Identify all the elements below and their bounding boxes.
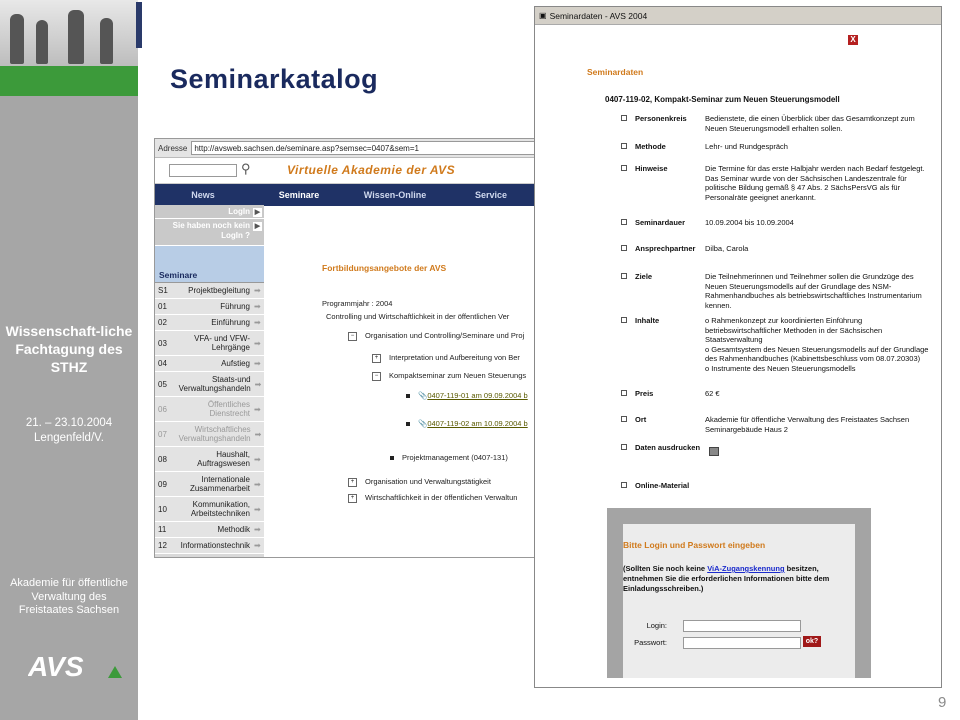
arrow-right-icon: ➡ (254, 379, 262, 389)
field-key: Preis (635, 389, 654, 398)
tree-item-wirtschaftlichkeit[interactable] (348, 493, 517, 503)
menu-item-label: Staats-und Verwaltungshandeln (178, 375, 251, 393)
menu-item-number: 11 (158, 525, 167, 534)
field-value: Lehr- und Rundgespräch (705, 142, 788, 151)
menu-item-number: 06 (158, 404, 167, 414)
site-search-input[interactable] (169, 164, 237, 177)
nav-service[interactable]: Service (474, 190, 508, 200)
menu-item-10[interactable] (155, 497, 264, 522)
arrow-right-icon: ➡ (254, 525, 261, 534)
seminar-data-heading: Seminardaten (587, 67, 644, 77)
no-login-link[interactable] (155, 219, 264, 246)
login-link[interactable] (155, 205, 264, 219)
bullet-icon (621, 115, 627, 121)
nav-wissen-online[interactable]: Wissen-Online (363, 190, 427, 200)
menu-item-label: Informationstechnik (180, 541, 250, 550)
arrow-right-icon: ▶ (254, 223, 261, 230)
course-title: 0407-119-02, Kompakt-Seminar zum Neuen Steuerungsmodell (605, 95, 840, 104)
green-accent-bar (0, 66, 138, 96)
print-icon[interactable] (709, 447, 719, 456)
menu-item-label: Aufstieg (221, 359, 250, 368)
menu-item-label: Wirtschaftliches Verwaltungshandeln (178, 425, 251, 443)
expand-icon[interactable]: + (348, 494, 357, 503)
bullet-icon (621, 482, 627, 488)
tree-item-interpretation[interactable] (372, 353, 520, 363)
tree-label: Organisation und Controlling/Seminare und Proj (365, 331, 525, 340)
menu-item-label: Führung (220, 302, 250, 311)
seminar-link-label[interactable]: 0407-119-02 am 10.09.2004 b (427, 419, 528, 428)
login-heading: Bitte Login und Passwort eingeben (623, 540, 766, 550)
menu-item-number: 10 (158, 504, 167, 514)
menu-item-number: 02 (158, 318, 167, 327)
arrow-right-icon: ▶ (254, 209, 261, 216)
academy-name: Akademie für öffentliche Verwaltung des Freistaates Sachsen (10, 577, 128, 616)
login-label: LogIn (228, 207, 250, 216)
header-decoration (136, 2, 142, 48)
menu-item-number: 07 (158, 429, 167, 439)
menu-item-number: 01 (158, 302, 167, 311)
field-key: Inhalte (635, 316, 660, 325)
search-icon[interactable]: ⚲ (241, 161, 251, 176)
tree-item-organisation-controlling[interactable] (348, 331, 524, 341)
arrow-right-icon: ➡ (254, 454, 261, 464)
menu-item-label: Öffentliches Dienstrecht (207, 400, 250, 418)
url-text: http://avsweb.sachsen.de/seminare.asp?semsec=0407&sem=1 (194, 143, 419, 153)
menu-item-label: Internationale Zusammenarbeit (189, 475, 250, 493)
arrow-right-icon: ➡ (254, 479, 261, 489)
menu-spacer (155, 246, 264, 268)
tree-item-controlling[interactable]: Controlling und Wirtschaftlichkeit in der öffentlichen Ver (326, 312, 510, 321)
menu-item-08[interactable] (155, 447, 264, 472)
field-key: Seminardauer (635, 218, 686, 227)
menu-item-number: 09 (158, 479, 167, 489)
close-icon[interactable]: X (848, 35, 858, 45)
popup-titlebar (535, 7, 941, 25)
menu-item-number: 05 (158, 379, 167, 389)
field-value: Die Teilnehmerinnen und Teilnehmer sollen die Grundzüge des Neuen Steuerungsmodells auf der Grundlage des NSM-Rahmenhandbuches als betriebswirtschaftliches Instrumentarium kennen. (705, 272, 922, 310)
bullet-icon (621, 444, 627, 450)
field-value: 10.09.2004 bis 10.09.2004 (705, 218, 794, 227)
bullet-icon (390, 456, 394, 460)
url-field[interactable] (191, 141, 539, 155)
seminar-popup-window (534, 6, 942, 688)
tree-item-kompaktseminar[interactable] (372, 371, 526, 381)
menu-item-03[interactable] (155, 331, 264, 356)
menu-item-number: 03 (158, 338, 167, 348)
arrow-right-icon: ➡ (254, 338, 261, 348)
menu-item-label: Einführung (211, 318, 250, 327)
tree-label: Wirtschaftlichkeit in der öffentlichen Verwaltun (365, 493, 518, 502)
site-menu (155, 205, 264, 557)
site-nav (155, 184, 539, 206)
site-brand: Virtuelle Akademie der AVS (287, 163, 456, 177)
bullet-icon (621, 273, 627, 279)
menu-item-01[interactable] (155, 299, 264, 315)
arrow-right-icon: ➡ (254, 359, 261, 368)
field-key: Personenkreis (635, 114, 687, 123)
avs-logo-text: AVS (28, 651, 84, 682)
arrow-right-icon: ➡ (254, 504, 261, 514)
slide-title: Seminarkatalog (170, 64, 379, 94)
password-label: Passwort: (634, 638, 667, 647)
expand-icon[interactable]: + (372, 354, 381, 363)
bullet-icon (621, 390, 627, 396)
field-value: Dilba, Carola (705, 244, 749, 253)
menu-item-label: VFA- und VFW-Lehrgänge (194, 334, 250, 352)
menu-item-09[interactable] (155, 472, 264, 497)
menu-item-04[interactable] (155, 356, 264, 372)
field-key: Ansprechpartner (635, 244, 696, 253)
arrow-right-icon: ➡ (254, 302, 261, 311)
arrow-right-icon: ➡ (254, 429, 262, 439)
program-year: Programmjahr : 2004 (322, 299, 393, 308)
collapse-icon[interactable]: − (348, 332, 357, 341)
address-bar (155, 139, 539, 158)
no-login-label: Sie haben noch kein LogIn ? (172, 221, 250, 240)
login-row (623, 621, 667, 630)
menu-item-05[interactable] (155, 372, 264, 397)
menu-item-12[interactable] (155, 538, 264, 554)
paperclip-icon: 📎 (418, 391, 428, 400)
bullet-icon (621, 317, 627, 323)
tree-label: Organisation und Verwaltungstätigkeit (365, 477, 491, 486)
slide-sidebar (0, 0, 138, 720)
field-value: Akademie für öffentliche Verwaltung des Freistaates Sachsen Seminargebäude Haus 2 (705, 415, 910, 434)
popup-title: Seminardaten - AVS 2004 (549, 10, 648, 21)
field-key: Daten ausdrucken (635, 443, 701, 452)
menu-item-number: 08 (158, 454, 167, 464)
seminar-link-02[interactable] (406, 419, 528, 428)
menu-item-number: 12 (158, 541, 167, 550)
via-link[interactable]: ViA-Zugangskennung (707, 564, 785, 573)
menu-item-number: 04 (158, 359, 167, 368)
field-key: Ort (635, 415, 647, 424)
login-info (623, 564, 855, 594)
field-key: Ziele (635, 272, 653, 281)
menu-item-S1[interactable] (155, 283, 264, 299)
field-value: Die Termine für das erste Halbjahr werden nach Bedarf festgelegt. Das Seminar wurde von der Sächsischen Landeszentrale für politische Bildung gemäß § 47 Abs. 2 SächsPersVG als für Personalräte geeignet anerkannt. (705, 164, 925, 202)
seminar-list (264, 205, 539, 557)
bullet-icon (621, 143, 627, 149)
paperclip-icon: 📎 (418, 419, 428, 428)
menu-item-11[interactable] (155, 522, 264, 538)
arrow-right-icon: ➡ (254, 541, 261, 550)
login-panel (607, 508, 871, 678)
header-photo (0, 0, 138, 66)
conference-title: Wissenschaft-liche Fachtagung des STHZ (5, 323, 133, 375)
bullet-icon (621, 165, 627, 171)
field-key: Hinweise (635, 164, 668, 173)
login-info-before: (Sollten Sie noch keine (623, 564, 708, 573)
ok-button[interactable]: ok? (803, 636, 821, 647)
avs-logo (28, 650, 124, 682)
menu-item-label: Methodik (217, 525, 250, 534)
seminar-link-label[interactable]: 0407-119-01 am 09.09.2004 b (427, 391, 528, 400)
nav-news[interactable]: News (191, 190, 215, 200)
password-input[interactable] (683, 637, 801, 649)
menu-item-06[interactable] (155, 397, 264, 422)
arrow-right-icon: ➡ (254, 404, 261, 414)
page-number: 9 (938, 694, 947, 711)
menu-item-02[interactable] (155, 315, 264, 331)
menu-section-seminare: Seminare (155, 268, 264, 283)
browser-screenshot (154, 138, 540, 558)
bullet-icon (406, 394, 410, 398)
tree-label: Projektmanagement (0407-131) (402, 453, 508, 462)
field-value: o Rahmenkonzept zur koordinierten Einführung betriebswirtschaftlicher Methoden in der Sächsischen Staatsverwaltung o Gesamtsystem des Neuen Steuerungsmodells auf der Grundlage des Rahmenhandbuches (Kabinettsbeschluss vom 08.07.20303) o Instrumente des Neuen Steuerungsmodells (705, 316, 929, 373)
tree-item-projektmanagement[interactable] (390, 453, 508, 462)
offers-heading: Fortbildungsangebote der AVS (322, 263, 447, 273)
field-value: 62 € (705, 389, 720, 398)
bullet-icon (406, 422, 410, 426)
menu-item-label: Kommunikation, Arbeitstechniken (190, 500, 250, 518)
tree-label: Interpretation und Aufbereitung von Ber (389, 353, 520, 362)
field-key: Online-Material (635, 481, 690, 490)
login-label: Login: (646, 621, 667, 630)
expand-icon[interactable]: + (348, 478, 357, 487)
menu-item-label: Projektbegleitung (188, 286, 250, 295)
password-row (623, 638, 667, 647)
menu-item-number: S1 (158, 286, 168, 295)
menu-item-label: Haushalt, Auftragswesen (197, 450, 250, 468)
tree-item-organisation[interactable] (348, 477, 491, 487)
seminar-link-01[interactable] (406, 391, 528, 400)
window-icon: ▣ (539, 11, 547, 20)
login-input[interactable] (683, 620, 801, 632)
address-label: Adresse (158, 143, 188, 153)
bullet-icon (621, 219, 627, 225)
field-value: Bedienstete, die einen Überblick über das Gesamtkonzept zum Neuen Steuerungsmodell erhalten sollen. (705, 114, 915, 133)
arrow-right-icon: ➡ (254, 318, 261, 327)
bullet-icon (621, 416, 627, 422)
conference-dates: 21. – 23.10.2004 Lengenfeld/V. (25, 417, 113, 444)
nav-seminare[interactable]: Seminare (278, 190, 320, 200)
field-key: Methode (635, 142, 666, 151)
collapse-icon[interactable]: − (372, 372, 381, 381)
bullet-icon (621, 245, 627, 251)
tree-label: Kompaktseminar zum Neuen Steuerungs (389, 371, 527, 380)
arrow-right-icon: ➡ (254, 286, 261, 295)
site-header (155, 158, 539, 184)
login-info-after: besitzen, entnehmen Sie die erforderlichen Informationen bitte dem Einladungsschreiben.) (623, 564, 830, 593)
menu-item-07[interactable] (155, 422, 264, 447)
login-panel-inner (623, 524, 855, 678)
